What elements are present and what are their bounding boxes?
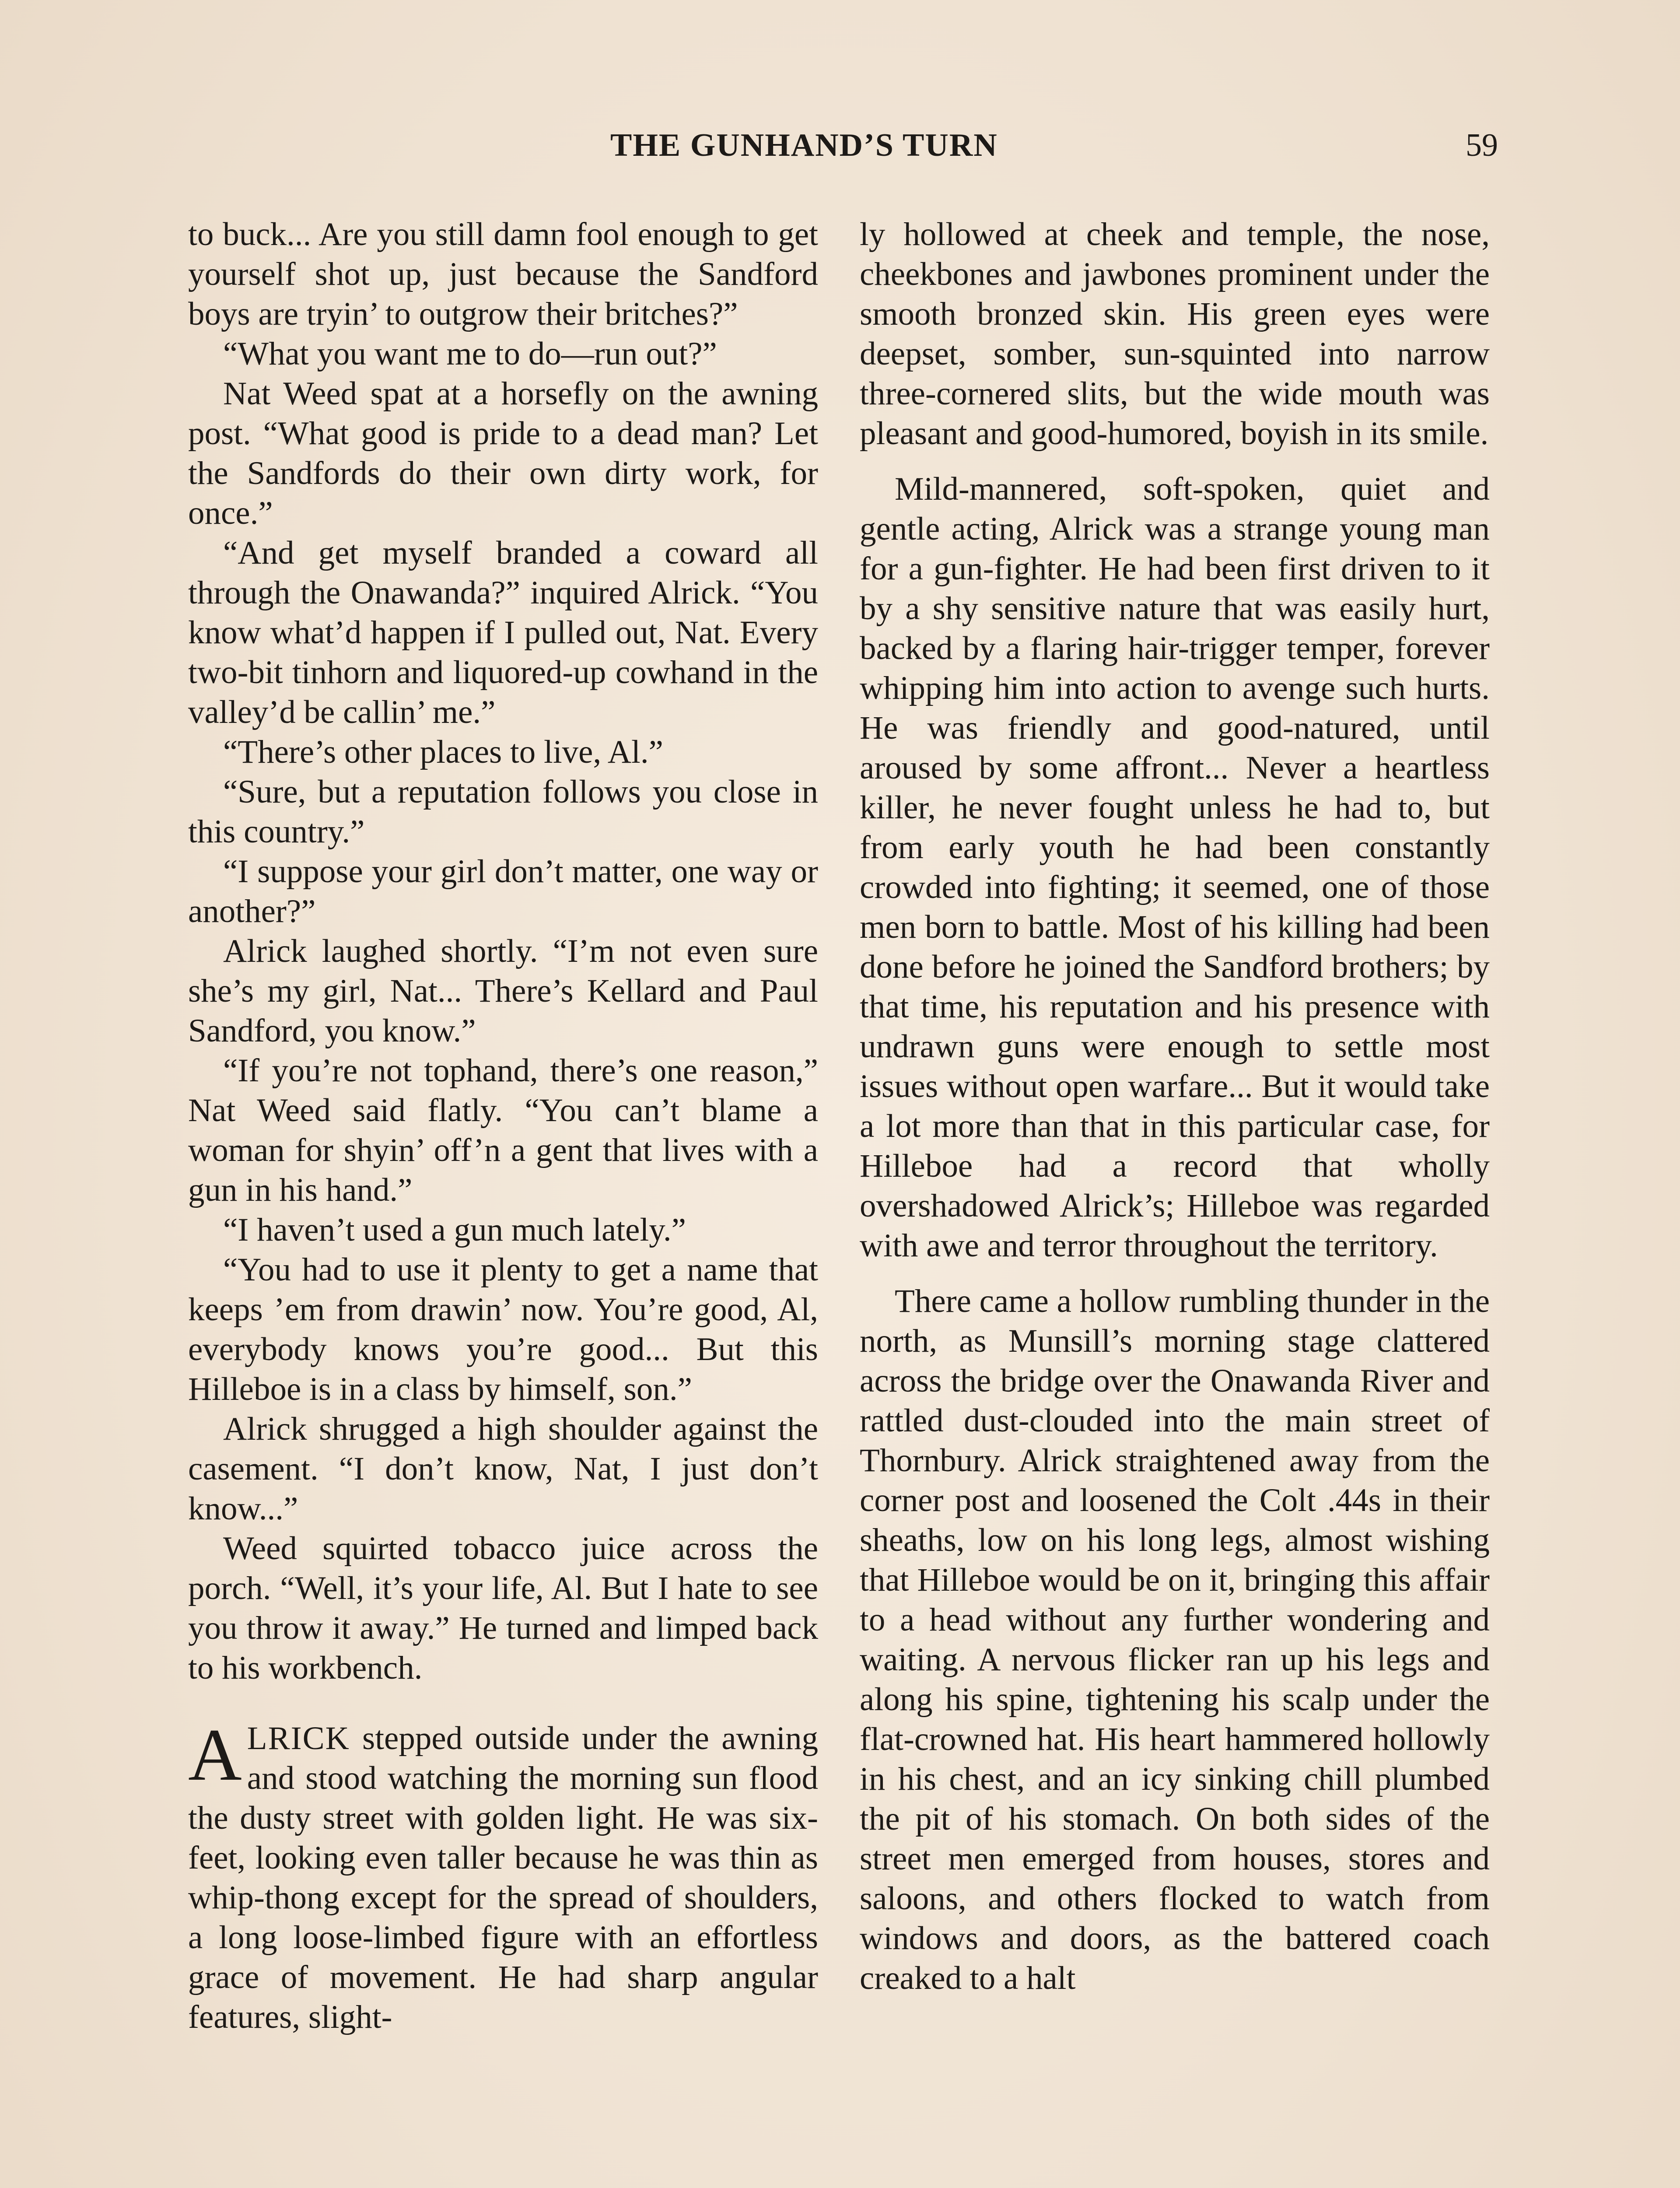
paragraph: Weed squirted tobacco juice across the porch. “Well, it’s your life, Al. But I hate to see you throw it away.” He turned and limped back to his workbench. [188,1530,818,1686]
paragraph: “If you’re not tophand, there’s one reason,” Nat Weed said flatly. “You can’t blame a woman for shyin’ off’n a gent that lives with a gun in his hand.” [188,1052,818,1208]
paragraph: “You had to use it plenty to get a name that keeps ’em from drawin’ now. You’re good, Al, everybody knows you’re good... But this Hilleboe is in a class by himself, son.” [188,1252,818,1407]
page-header [0,127,1680,175]
paragraph: “Sure, but a reputation follows you close in this country.” [188,774,818,850]
small-caps-lead: LRICK [247,1720,350,1757]
right-column [860,214,1490,1998]
paragraph: “I haven’t used a gun much lately.” [223,1212,686,1248]
section-start-paragraph [188,1714,818,2037]
page-number: 59 [1466,127,1498,163]
paragraph: to buck... Are you still damn fool enough to get yourself shot up, just because the Sandford boys are tryin’ to outgrow their britches?” [188,216,818,332]
left-column [188,214,818,2037]
running-title: THE GUNHAND’S TURN [610,127,998,163]
paragraph: Nat Weed spat at a horsefly on the awning post. “What good is pride to a dead man? Let the Sandfords do their own dirty work, for once.” [188,375,818,531]
paragraph: Mild-mannered, soft-spoken, quiet and gentle acting, Alrick was a strange young man for a gun-fighter. He had been first driven to it by a shy sensitive nature that was easily hurt, backed by a flaring hair-trigger temper, forever whipping him into action to avenge such hurts. He was friendly and good-natured, until aroused by some affront... Never a heartless killer, he never fought unless he had to, but from early youth he had been constantly crowded into fighting; it seemed, one of those men born to battle. Most of his killing had been done before he joined the Sandford brothers; by that time, his reputation and his presence with undrawn guns were enough to settle most issues without open warfare... But it would take a lot more than that in this particular case, for Hilleboe had a record that wholly overshadowed Alrick’s; Hilleboe was regarded with awe and terror throughout the territory. [860,471,1490,1264]
drop-cap: A [188,1714,242,1796]
paragraph: Alrick laughed shortly. “I’m not even sure she’s my girl, Nat... There’s Kellard and Paul Sandford, you know.” [188,933,818,1049]
paragraph: There came a hollow rumbling thunder in the north, as Munsill’s morning stage clattered across the bridge over the Onawanda River and rattled dust-clouded into the main street of Thornbury. Alrick straightened away from the corner post and loosened the Colt .44s in their sheaths, low on his long legs, almost wishing that Hilleboe would be on it, bringing this affair to a head without any further wondering and waiting. A nervous flicker ran up his legs and along his spine, tightening his scalp under the flat-crowned hat. His heart hammered hollowly in his chest, and an icy sinking chill plumbed the pit of his stomach. On both sides of the street men emerged from houses, stores and saloons, and others flocked to watch from windows and doors, as the battered coach creaked to a halt [860,1283,1490,1996]
paragraph: ly hollowed at cheek and temple, the nose, cheekbones and jawbones prominent under the smooth bronzed skin. His green eyes were deepset, somber, sun-squinted into narrow three-cornered slits, but the wide mouth was pleasant and good-humored, boyish in its smile. [860,216,1490,452]
section-start-text: stepped outside under the awning and stood watching the morning sun flood the dusty street with golden light. He was six-feet, looking even taller because he was thin as whip-thong except for the spread of shoulders, a long loose-limbed figure with an effortless grace of movement. He had sharp angular features, slight- [188,1720,818,2035]
paragraph: “There’s other places to live, Al.” [223,734,663,770]
paragraph: “I suppose your girl don’t matter, one way or another?” [188,853,818,929]
paragraph: Alrick shrugged a high shoulder against the casement. “I don’t know, Nat, I just don’t know...” [188,1411,818,1527]
paragraph: “What you want me to do—run out?” [223,336,717,372]
paragraph: “And get myself branded a coward all through the Onawanda?” inquired Alrick. “You know what’d happen if I pulled out, Nat. Every two-bit tinhorn and liquored-up cowhand in the valley’d be callin’ me.” [188,535,818,730]
